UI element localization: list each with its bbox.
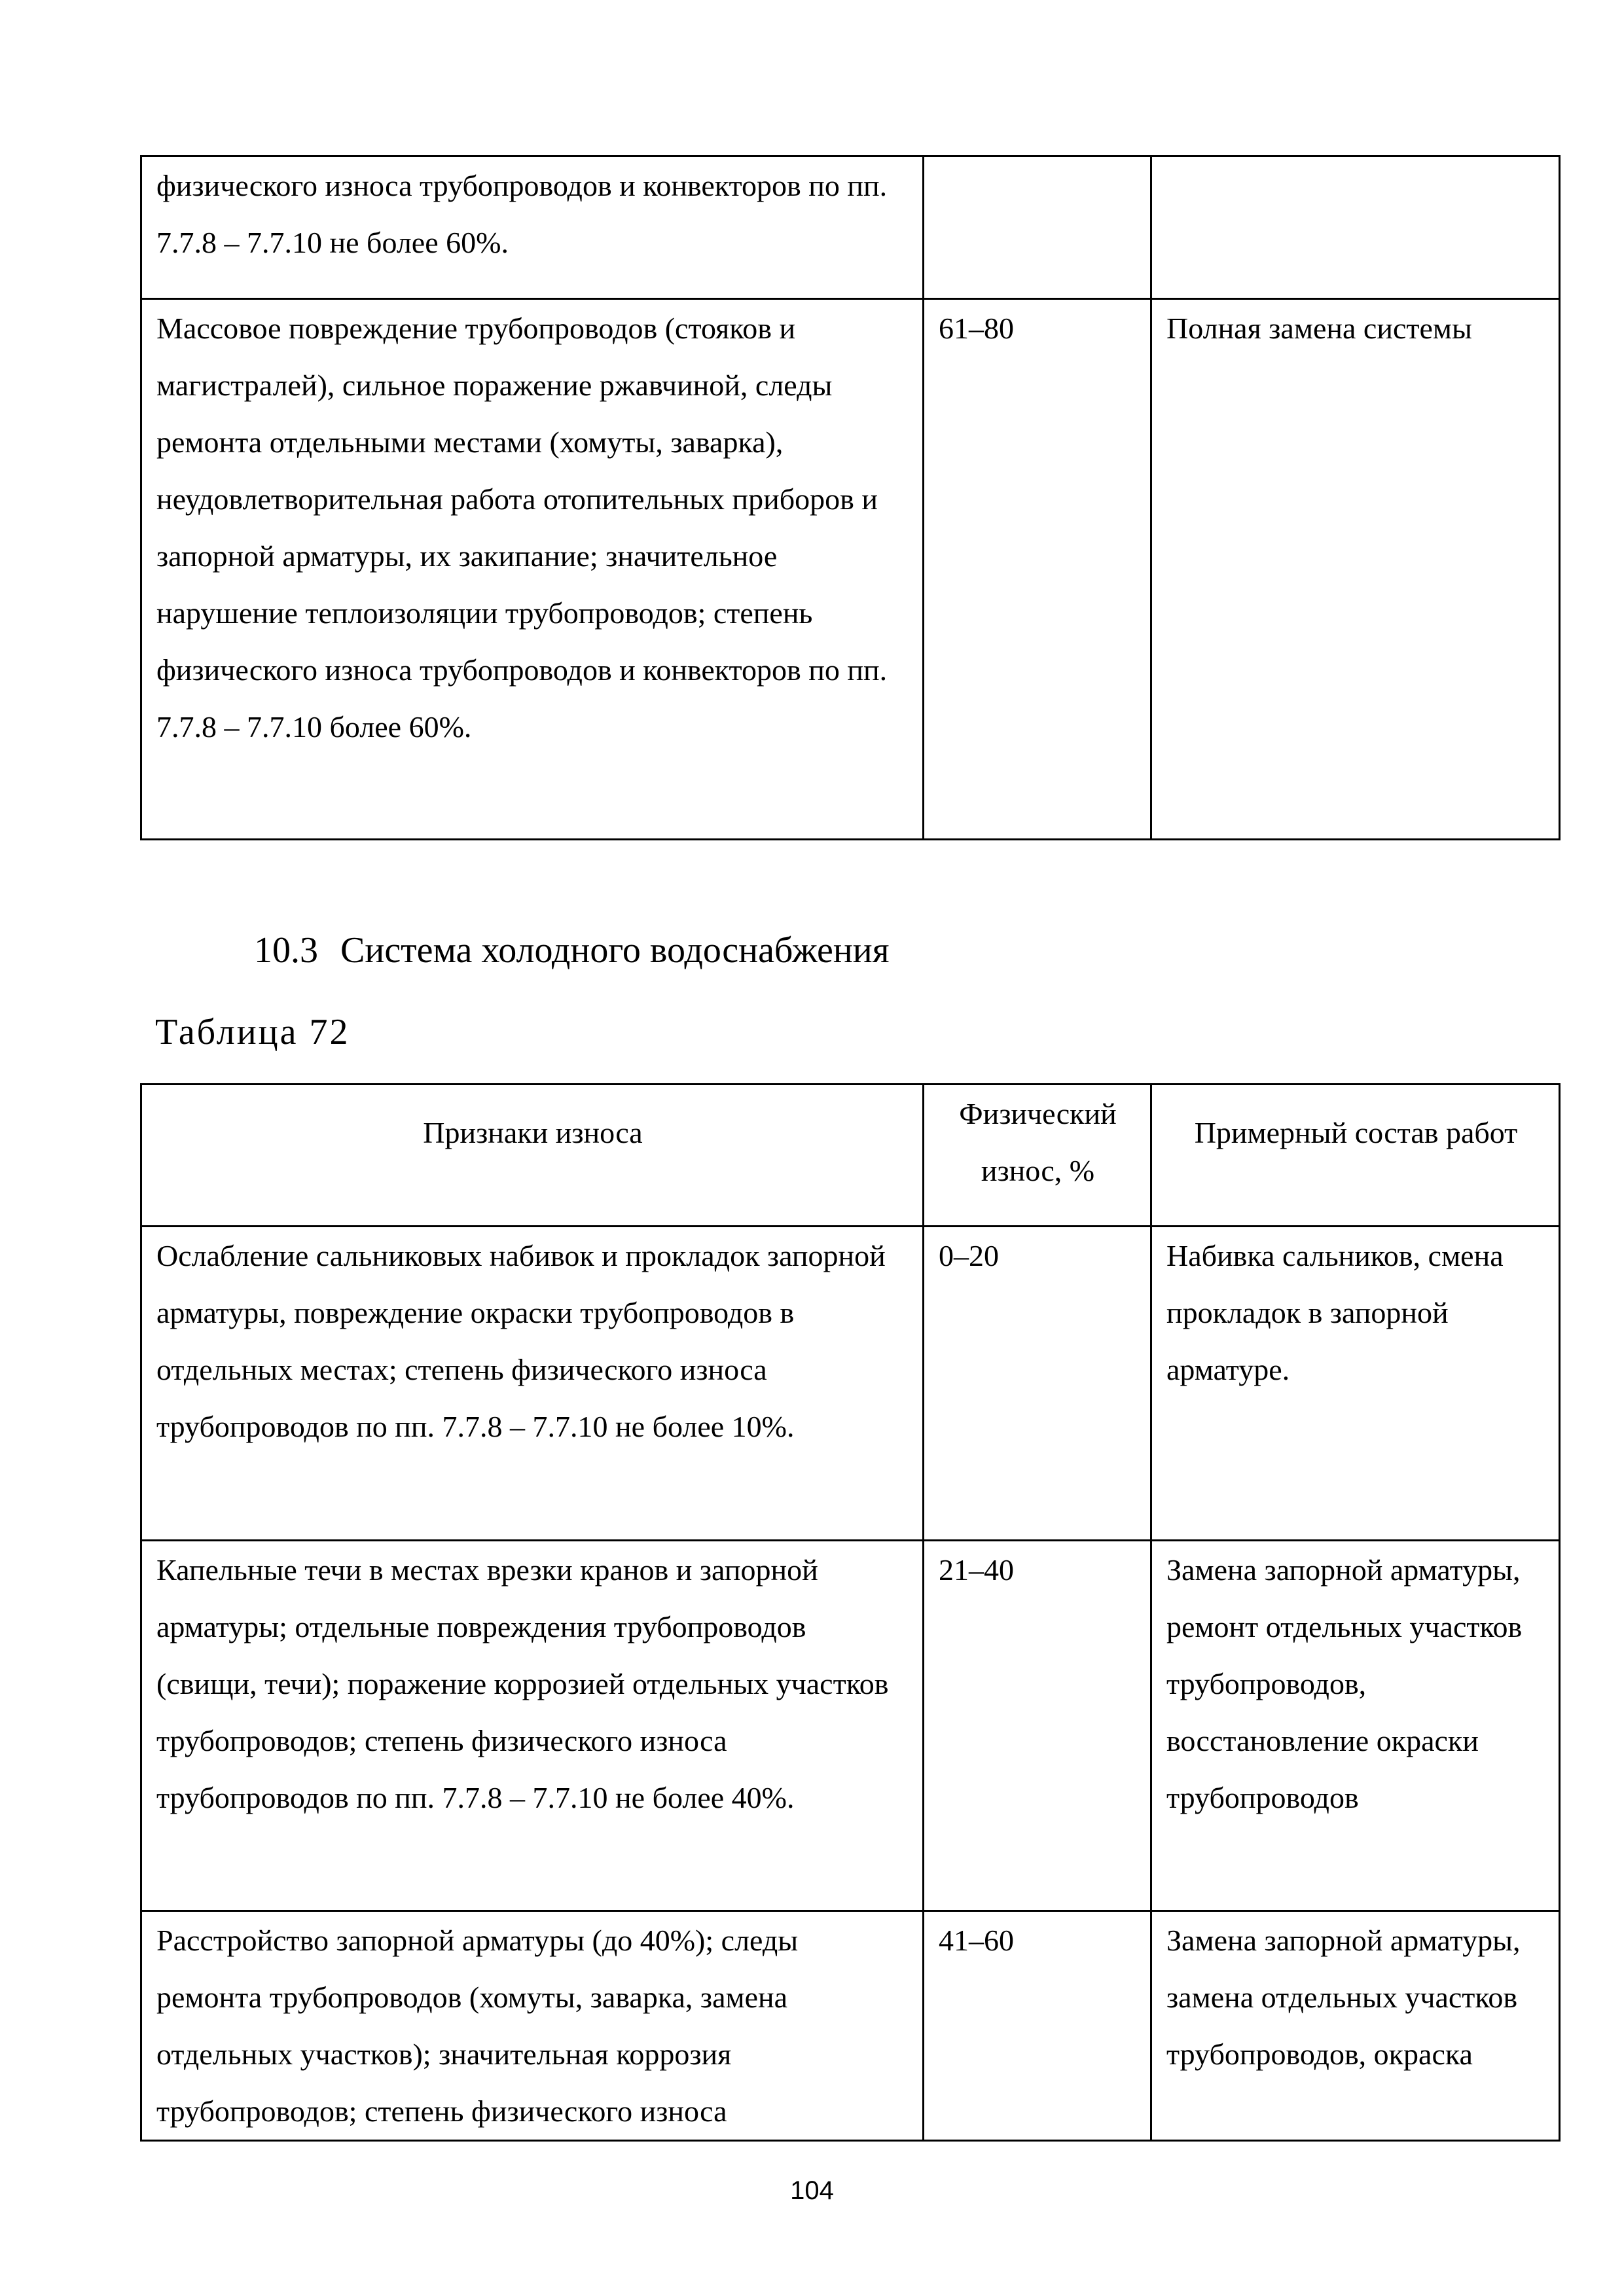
table-row xyxy=(141,1911,1560,2141)
wear-cell: 0–20 xyxy=(924,1227,1151,1541)
table-row xyxy=(141,299,1560,840)
wear-table-continued xyxy=(140,155,1561,840)
signs-cell: Ослабление сальниковых набивок и прокладок запорной арматуры, повреждение окраски трубопроводов в отдельных местах; степень физического износа трубопроводов по пп. 7.7.8 – 7.7.10 не более 10%. xyxy=(141,1227,924,1541)
table-row xyxy=(141,1541,1560,1911)
signs-cell: Капельные течи в местах врезки кранов и запорной арматуры; отдельные повреждения трубопроводов (свищи, течи); поражение коррозией отдельных участков трубопроводов; степень физического износа трубопроводов по пп. 7.7.8 – 7.7.10 не более 40%. xyxy=(141,1541,924,1911)
wear-cell: 41–60 xyxy=(924,1911,1151,2141)
works-cell: Замена запорной арматуры, ремонт отдельных участков трубопроводов, восстановление окраски трубопроводов xyxy=(1151,1541,1560,1911)
signs-cell: Массовое повреждение трубопроводов (стояков и магистралей), сильное поражение ржавчиной, следы ремонта отдельными местами (хомуты, заварка), неудовлетворительная работа отопительных приборов и запорной арматуры, их закипание; значительное нарушение теплоизоляции трубопроводов; степень физического износа трубопроводов и конвекторов по пп. 7.7.8 – 7.7.10 более 60%. xyxy=(141,299,924,840)
header-works: Примерный состав работ xyxy=(1151,1085,1560,1227)
signs-cell: Расстройство запорной арматуры (до 40%); следы ремонта трубопроводов (хомуты, заварка, замена отдельных участков); значительная коррозия трубопроводов; степень физического износа xyxy=(141,1911,924,2141)
wear-cell: 61–80 xyxy=(924,299,1151,840)
wear-cell: 21–40 xyxy=(924,1541,1151,1911)
works-cell: Набивка сальников, смена прокладок в запорной арматуре. xyxy=(1151,1227,1560,1541)
section-number: 10.3 xyxy=(254,930,318,971)
works-cell: Замена запорной арматуры, замена отдельных участков трубопроводов, окраска xyxy=(1151,1911,1560,2141)
header-signs: Признаки износа xyxy=(141,1085,924,1227)
wear-cell xyxy=(924,156,1151,299)
works-cell: Полная замена системы xyxy=(1151,299,1560,840)
section-title: Система холодного водоснабжения xyxy=(340,930,890,971)
table-header-row xyxy=(141,1085,1560,1227)
header-wear: Физический износ, % xyxy=(924,1085,1151,1227)
page-number: 104 xyxy=(790,2176,834,2205)
table-row xyxy=(141,1227,1560,1541)
table-72 xyxy=(140,1083,1561,2142)
works-cell xyxy=(1151,156,1560,299)
table-caption: Таблица 72 xyxy=(155,1012,350,1052)
table-row xyxy=(141,156,1560,299)
signs-cell: физического износа трубопроводов и конвекторов по пп. 7.7.8 – 7.7.10 не более 60%. xyxy=(141,156,924,299)
section-heading xyxy=(254,929,890,971)
